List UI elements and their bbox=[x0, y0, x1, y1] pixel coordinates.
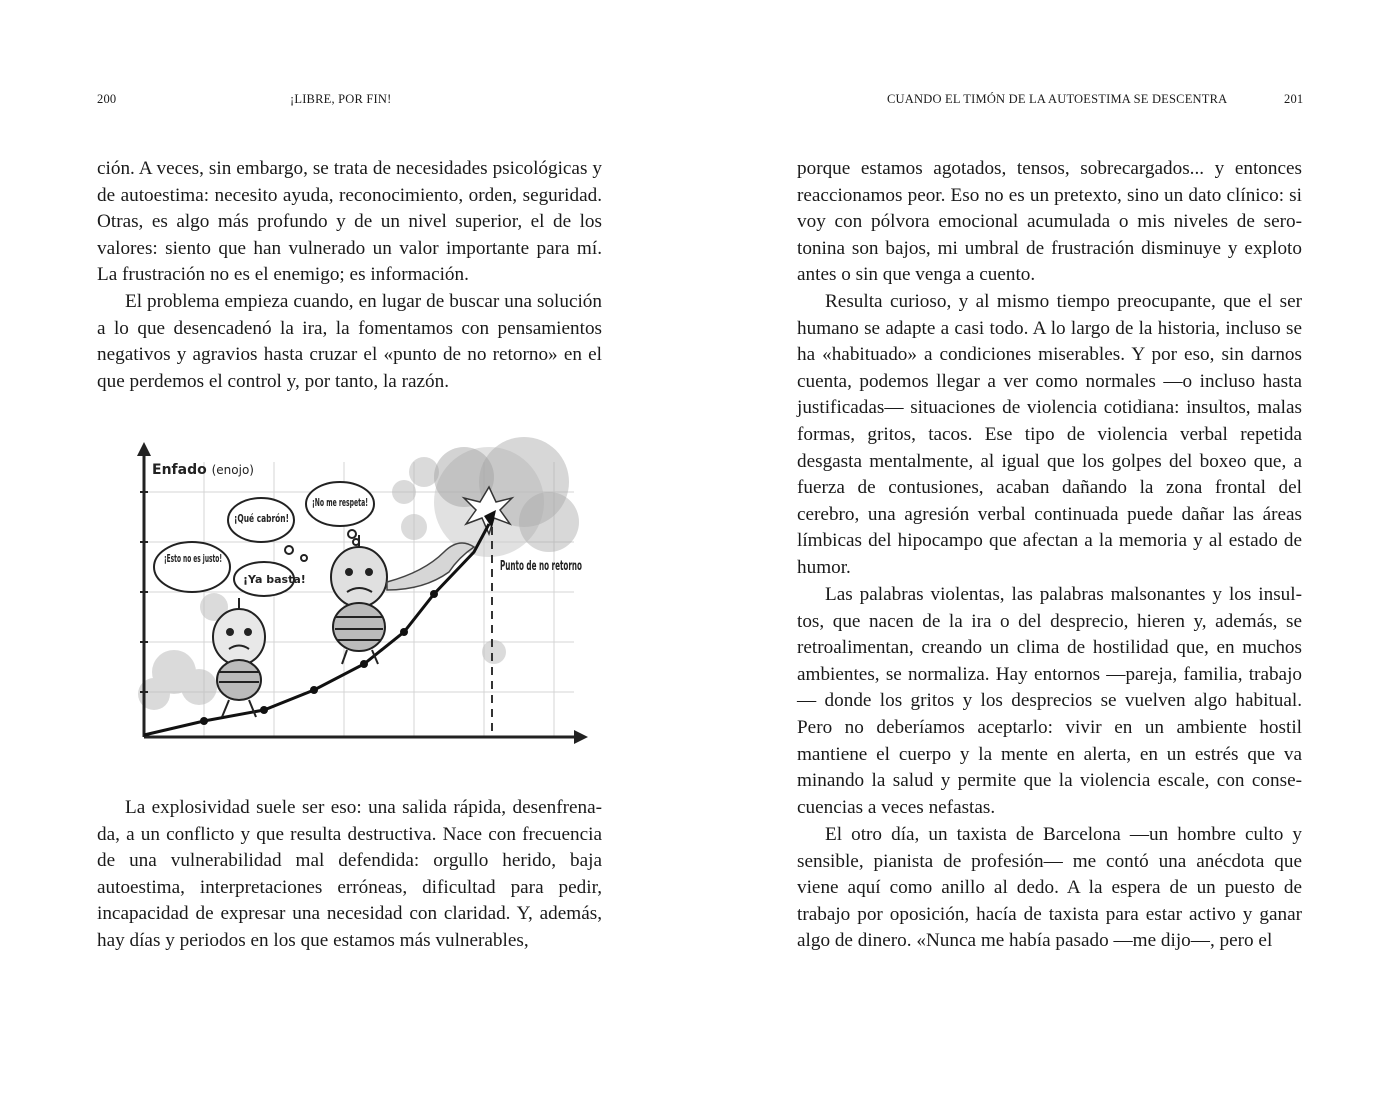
paragraph: El otro día, un taxista de Barcelona —un hombre culto y sensible, pianista de profesión— me contó una anécdota que viene aquí como anillo al dedo. A la espera de un puesto de trabajo por oposición, hacía de taxista para estar activo y ganar algo de dinero. «Nunca me había pasado —me dijo—, pero el bbox=[797, 824, 1302, 952]
running-head: ¡LIBRE, POR FIN! bbox=[290, 92, 392, 106]
page-number: 200 bbox=[97, 92, 117, 106]
paragraph: Resulta curioso, y al mismo tiempo preocupante, que el ser humano se adapte a casi todo. A lo largo de la historia, incluso se ha «habituado» a condiciones miserables. Y por eso, sin darnos cuenta, podemos llegar a ver como normales —o incluso hasta justificadas— situaciones de violencia cotidiana: insultos, malas formas, gritos, tacos. Ese tipo de violencia verbal repetida desgasta mentalmente, al igual que los golpes del boxeo que, a fuerza de contusiones, acaban dañando la zona frontal del cerebro, una agresión verbal continuada puede dañar las áreas límbicas del hipocampo que afectan a la memoria y al estado de humor. bbox=[797, 291, 1302, 578]
axis-label-sub: (enojo) bbox=[211, 463, 254, 477]
paragraph: Las palabras violentas, las palabras malsonantes y los insultos, que nacen de la ira o del desprecio, hieren y, además, se retroalimentan, creando un clima de hostilidad que, en muchos ambientes, se normaliza. Hay entornos —pareja, familia, trabajo— donde los gritos y los desprecios se vuelven algo habitual. Pero no deberíamos aceptarlo: vivir en un ambiente hostil mantiene el cuerpo y la mente en alerta, en un estrés que va minando la salud y permite que la violencia escale, con consecuencias a veces nefastas. bbox=[797, 584, 1302, 818]
paragraph: La explosividad suele ser eso: una salida rápida, desenfrenada, a un conflicto y que resulta destructiva. Nace con frecuencia de una vulnerabilidad mal defendida: orgullo herido, baja autoestima, interpretaciones erróneas, dificultad para pedir, incapacidad de expresar una necesidad con claridad. Y, además, hay días y periodos en los que estamos más vulnerables, bbox=[97, 797, 602, 951]
speech-bubble-3: ¡Qué cabrón! bbox=[234, 512, 289, 525]
no-return-label: Punto de no retorno bbox=[500, 558, 582, 574]
svg-text:Enfado (enojo) bbox=[152, 462, 254, 478]
paragraph: El problema empieza cuando, en lugar de buscar una solución a lo que desencadenó la ira, la fomentamos con pensamientos negativos y agravios hasta cruzar el «punto de no retorno» en el que perdemos el control y, por tanto, la razón. bbox=[97, 291, 602, 392]
right-page bbox=[700, 0, 1400, 1114]
paragraph: ción. A veces, sin embargo, se trata de necesidades psicológicas y de autoestima: necesito ayuda, reconocimiento, orden, seguridad. Otras, es algo más profundo y de un nivel superior, el de los valores: siento que han vulnerado un valor importante para mí. La frustración no es el enemigo; es información. bbox=[97, 158, 602, 286]
speech-bubble-2: ¡Ya basta! bbox=[243, 573, 306, 586]
speech-bubble-4: ¡No me respeta! bbox=[312, 496, 368, 509]
anger-illustration bbox=[104, 432, 600, 754]
paragraph: porque estamos agotados, tensos, sobrecargados... y entonces reaccionamos peor. Eso no es un pretexto, sino un dato clínico: si voy con pólvora emocional acumulada o mis niveles de serotonina son bajos, mi umbral de frustración disminuye y exploto antes o sin que venga a cuento. bbox=[797, 158, 1302, 286]
speech-bubble-1: ¡Esto no es justo! bbox=[164, 552, 222, 565]
axis-label: Enfado bbox=[152, 462, 207, 478]
running-head: CUANDO EL TIMÓN DE LA AUTOESTIMA SE DESCENTRA bbox=[887, 92, 1228, 106]
page-number: 201 bbox=[1284, 92, 1304, 106]
